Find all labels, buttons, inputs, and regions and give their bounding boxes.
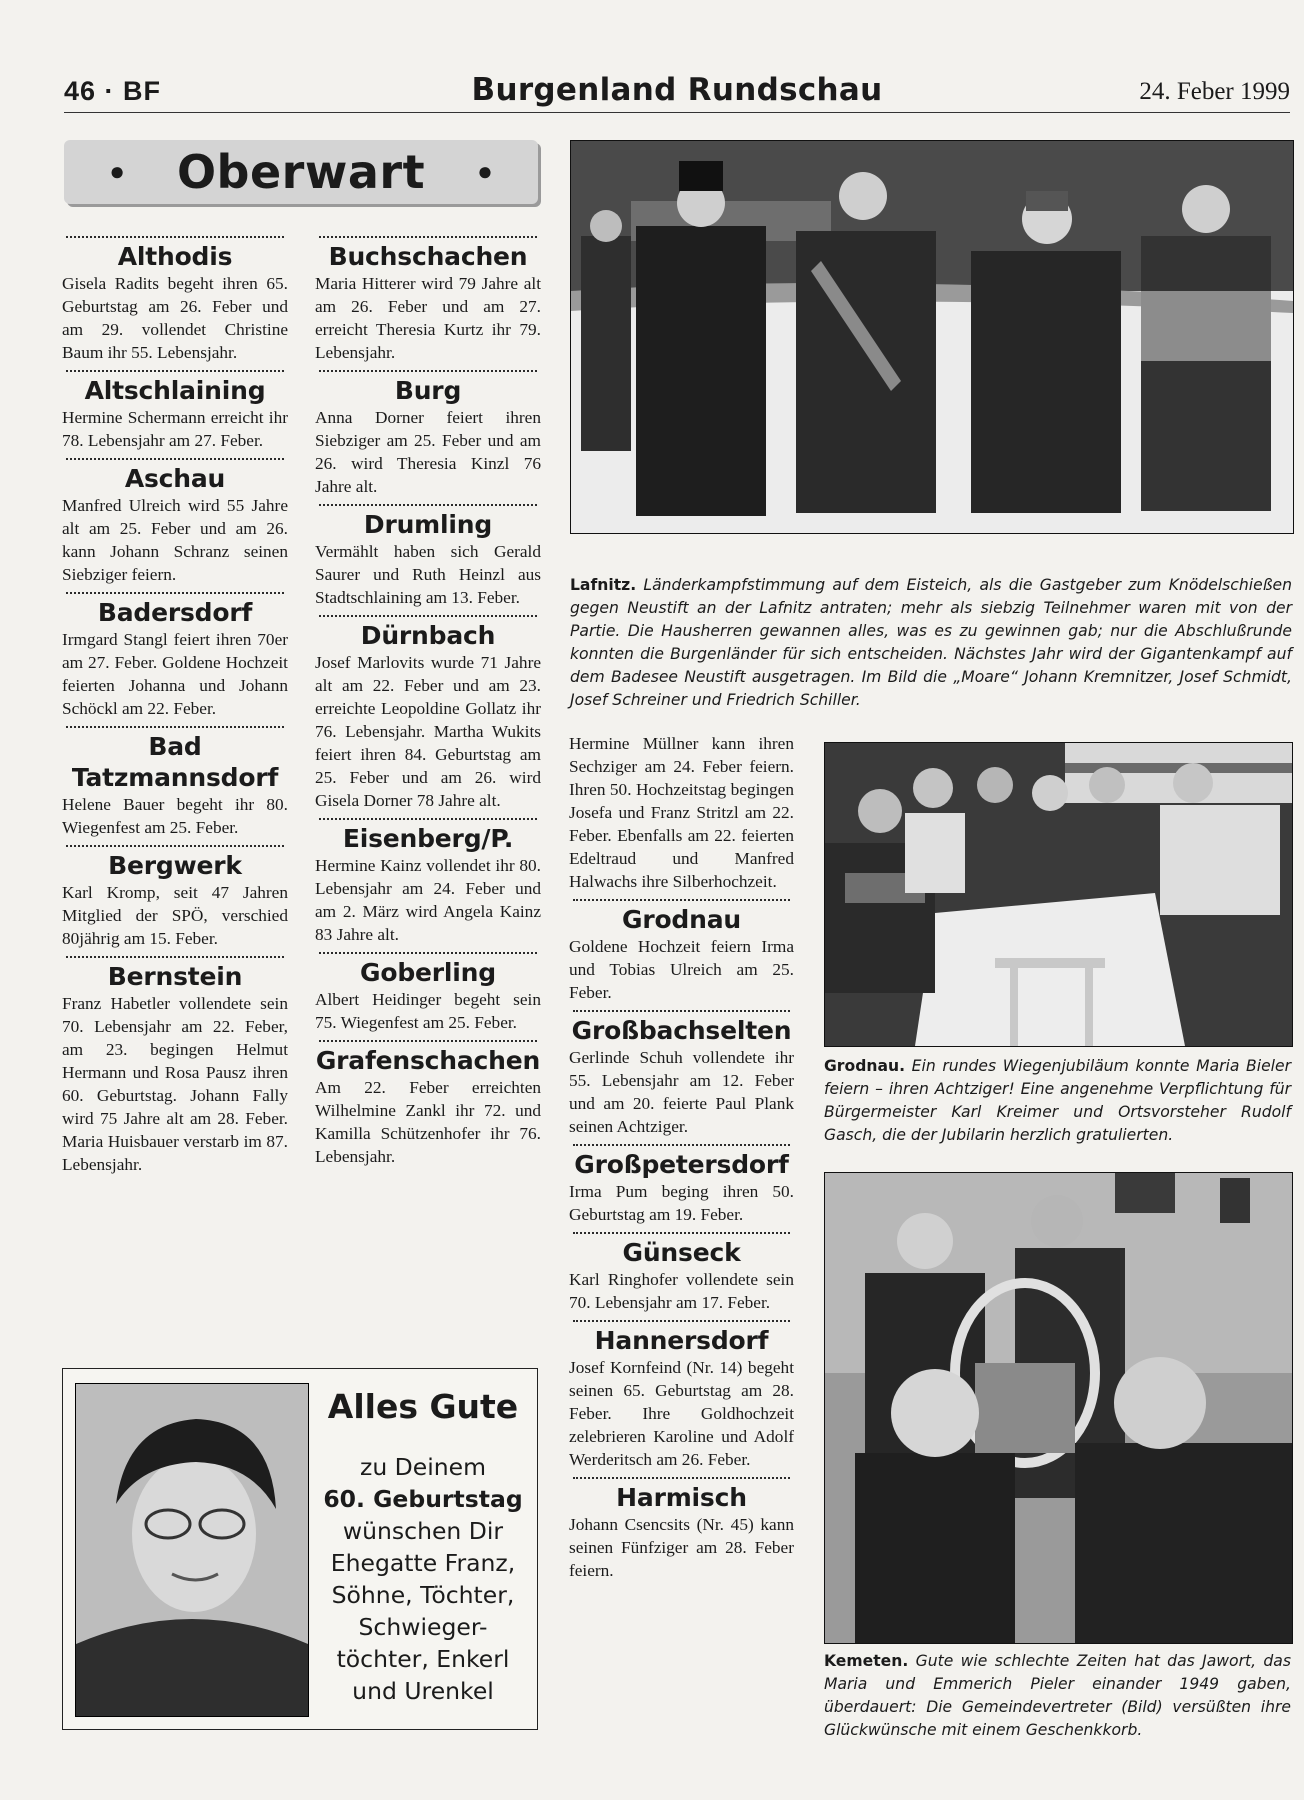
news-entry xyxy=(62,726,288,839)
portrait-photo xyxy=(75,1383,309,1717)
news-entry xyxy=(569,1320,794,1471)
news-entry xyxy=(62,370,288,452)
news-entry xyxy=(569,1010,794,1138)
place-heading: Bad Tatzmannsdorf xyxy=(71,732,279,792)
news-entry xyxy=(315,818,541,946)
ad-message xyxy=(313,1451,533,1707)
kemeten-photo xyxy=(824,1172,1293,1644)
news-entry-continued xyxy=(569,732,794,893)
place-heading: Badersdorf xyxy=(97,598,253,627)
ad-line: Söhne, Töchter, xyxy=(331,1581,515,1609)
entry-text: Johann Csencsits (Nr. 45) kann seinen Fünfziger am 28. Feber feiern. xyxy=(569,1515,794,1580)
place-heading: Bernstein xyxy=(107,962,243,991)
news-entry xyxy=(62,845,288,950)
column-a xyxy=(62,236,288,1182)
section-banner xyxy=(64,140,538,204)
ad-line: und Urenkel xyxy=(352,1677,494,1705)
entry-text: Irmgard Stangl feiert ihren 70er am 27. Feber. Goldene Hochzeit feierten Johanna und Johann Schöckl am 22. Feber. xyxy=(62,630,288,718)
news-entry xyxy=(315,370,541,498)
place-heading: Grodnau xyxy=(622,905,741,934)
caption-lead: Kemeten. xyxy=(824,1652,909,1670)
lafnitz-caption xyxy=(570,574,1292,712)
place-heading: Harmisch xyxy=(616,1483,747,1512)
place-heading: Burg xyxy=(394,376,462,405)
ad-line: wünschen Dir xyxy=(342,1517,504,1545)
news-entry xyxy=(569,1144,794,1226)
news-entry xyxy=(569,1232,794,1314)
news-entry xyxy=(315,615,541,812)
caption-text: Ein rundes Wiegenjubiläum konnte Maria Bieler feiern – ihren Achtziger! Eine angenehme Verpflichtung für Bürgermeister Karl Kreimer und Ortsvorsteher Rudolf Gasch, die der Jubilarin herzlich gratulierten. xyxy=(824,1057,1291,1144)
entry-text: Gerlinde Schuh vollendete ihr 55. Lebensjahr am 12. Feber und am 20. feierte Paul Plank seinen Achtziger. xyxy=(569,1048,794,1136)
place-heading: Aschau xyxy=(124,464,226,493)
ad-line-bold: 60. Geburtstag xyxy=(323,1485,523,1513)
entry-text: Hermine Schermann erreicht ihr 78. Lebensjahr am 27. Feber. xyxy=(62,408,288,450)
ad-heading: Alles Gute xyxy=(327,1387,519,1426)
news-entry xyxy=(62,458,288,586)
place-heading: Drumling xyxy=(363,510,493,539)
section-title: Oberwart xyxy=(176,145,426,199)
place-heading: Altschlaining xyxy=(84,376,266,405)
ad-line: Schwieger- xyxy=(358,1613,488,1641)
place-heading: Grafenschachen xyxy=(315,1046,541,1075)
grodnau-caption xyxy=(824,1055,1291,1147)
place-heading: Großpetersdorf xyxy=(574,1150,789,1179)
place-heading: Althodis xyxy=(117,242,233,271)
place-heading: Hannersdorf xyxy=(594,1326,769,1355)
column-b xyxy=(315,236,541,1174)
place-heading: Goberling xyxy=(360,958,496,987)
issue-date: 24. Feber 1999 xyxy=(1139,78,1290,105)
news-entry xyxy=(315,504,541,609)
place-heading: Günseck xyxy=(622,1238,741,1267)
entry-text: Franz Habetler vollendete sein 70. Lebensjahr am 22. Feber, am 23. begingen Helmut Hermann und Rosa Pausz ihren 60. Geburtstag. Johann Fally wird 75 Jahre alt am 28. Feber. Maria Huisbauer verstarb im 87. Lebensjahr. xyxy=(62,994,288,1174)
birthday-ad xyxy=(62,1368,538,1730)
entry-text: Karl Ringhofer vollendete sein 70. Lebensjahr am 17. Feber. xyxy=(569,1270,794,1312)
place-heading: Großbachselten xyxy=(571,1016,792,1045)
entry-text: Helene Bauer begeht ihr 80. Wiegenfest am 25. Feber. xyxy=(62,795,288,837)
entry-text: Am 22. Feber erreichten Wilhelmine Zankl ihr 72. und Kamilla Schützenhofer ihr 76. Lebensjahr. xyxy=(315,1078,541,1166)
column-c xyxy=(569,732,794,1588)
ad-line: Ehegatte Franz, xyxy=(330,1549,516,1577)
news-entry xyxy=(62,236,288,364)
entry-text: Gisela Radits begeht ihren 65. Geburtstag am 26. Feber und am 29. vollendet Christine Baum ihr 55. Lebensjahr. xyxy=(62,274,288,362)
bullet-icon: ● xyxy=(109,157,125,186)
lafnitz-photo xyxy=(570,140,1294,534)
caption-lead: Grodnau. xyxy=(824,1057,906,1075)
place-heading: Eisenberg/P. xyxy=(342,824,514,853)
entry-text: Irma Pum beging ihren 50. Geburtstag am 19. Feber. xyxy=(569,1182,794,1224)
grodnau-photo xyxy=(824,742,1293,1047)
entry-text: Josef Marlovits wurde 71 Jahre alt am 22. Feber und am 23. erreichte Leopoldine Gollatz ihr 76. Lebensjahr. Martha Wukits feiert ihren 84. Geburtstag am 25. Feber und am 26. wird Gisela Dorner 78 Jahre alt. xyxy=(315,653,541,810)
entry-text: Karl Kromp, seit 47 Jahren Mitglied der SPÖ, verschied 80jährig am 15. Feber. xyxy=(62,883,288,948)
page-number-label: 46 · BF xyxy=(64,76,162,106)
caption-text: Gute wie schlechte Zeiten hat das Jawort, das Maria und Emmerich Pieler einander 1949 gaben, überdauert: Die Gemeindevertreter (Bild) versüßten ihre Glückwünsche mit einem Geschenkkorb. xyxy=(824,1652,1291,1739)
place-heading: Dürnbach xyxy=(360,621,496,650)
entry-text: Goldene Hochzeit feiern Irma und Tobias Ulreich am 25. Feber. xyxy=(569,937,794,1002)
entry-text: Hermine Müllner kann ihren Sechziger am 24. Feber feiern. Ihren 50. Hochzeitstag begingen Josefa und Franz Stritzl am 22. Feber. Ebenfalls am 22. feierten Edeltraud und Manfred Halwachs ihre Silberhochzeit. xyxy=(569,734,794,891)
place-heading: Buchschachen xyxy=(328,242,528,271)
entry-text: Maria Hitterer wird 79 Jahre alt am 26. Feber und am 27. erreicht Theresia Kurtz ihr 79. Lebensjahr. xyxy=(315,274,541,362)
news-entry xyxy=(315,952,541,1034)
page-header xyxy=(64,68,1290,113)
news-entry xyxy=(315,236,541,364)
publication-title: Burgenland Rundschau xyxy=(471,72,883,108)
ad-line: töchter, Enkerl xyxy=(336,1645,510,1673)
place-heading: Bergwerk xyxy=(108,851,242,880)
entry-text: Anna Dorner feiert ihren Siebziger am 25. Feber und am 26. wird Theresia Kinzl 76 Jahre alt. xyxy=(315,408,541,496)
bullet-icon: ● xyxy=(477,157,493,186)
entry-text: Hermine Kainz vollendet ihr 80. Lebensjahr am 24. Feber und am 2. März wird Angela Kainz 83 Jahre alt. xyxy=(315,856,541,944)
kemeten-caption xyxy=(824,1650,1291,1742)
entry-text: Albert Heidinger begeht sein 75. Wiegenfest am 25. Feber. xyxy=(315,990,541,1032)
news-entry xyxy=(569,899,794,1004)
entry-text: Manfred Ulreich wird 55 Jahre alt am 25. Feber und am 26. kann Johann Schranz seinen Siebziger feiern. xyxy=(62,496,288,584)
caption-lead: Lafnitz. xyxy=(570,576,637,594)
entry-text: Vermählt haben sich Gerald Saurer und Ruth Heinzl aus Stadtschlaining am 13. Feber. xyxy=(315,542,541,607)
news-entry xyxy=(569,1477,794,1582)
news-entry xyxy=(62,592,288,720)
news-entry xyxy=(315,1040,541,1168)
ad-line: zu Deinem xyxy=(359,1453,487,1481)
news-entry xyxy=(62,956,288,1176)
entry-text: Josef Kornfeind (Nr. 14) begeht seinen 65. Geburtstag am 28. Feber. Ihre Goldhochzeit zelebrieren Karoline und Adolf Werderitsch am 26. Feber. xyxy=(569,1358,794,1469)
caption-text: Länderkampfstimmung auf dem Eisteich, als die Gastgeber zum Knödelschießen gegen Neustift an der Lafnitz antraten; mehr als siebzig Teilnehmer waren mit von der Partie. Die Hausherren gewannen alles, was es zu gewinnen gab; nur die Abschlußrunde konnten die Burgenländer für sich entscheiden. Nächstes Jahr wird der Gigantenkampf auf dem Badesee Neustift ausgetragen. Im Bild die „Moare“ Johann Kremnitzer, Josef Schmidt, Josef Schreiner und Friedrich Schiller. xyxy=(570,576,1292,709)
